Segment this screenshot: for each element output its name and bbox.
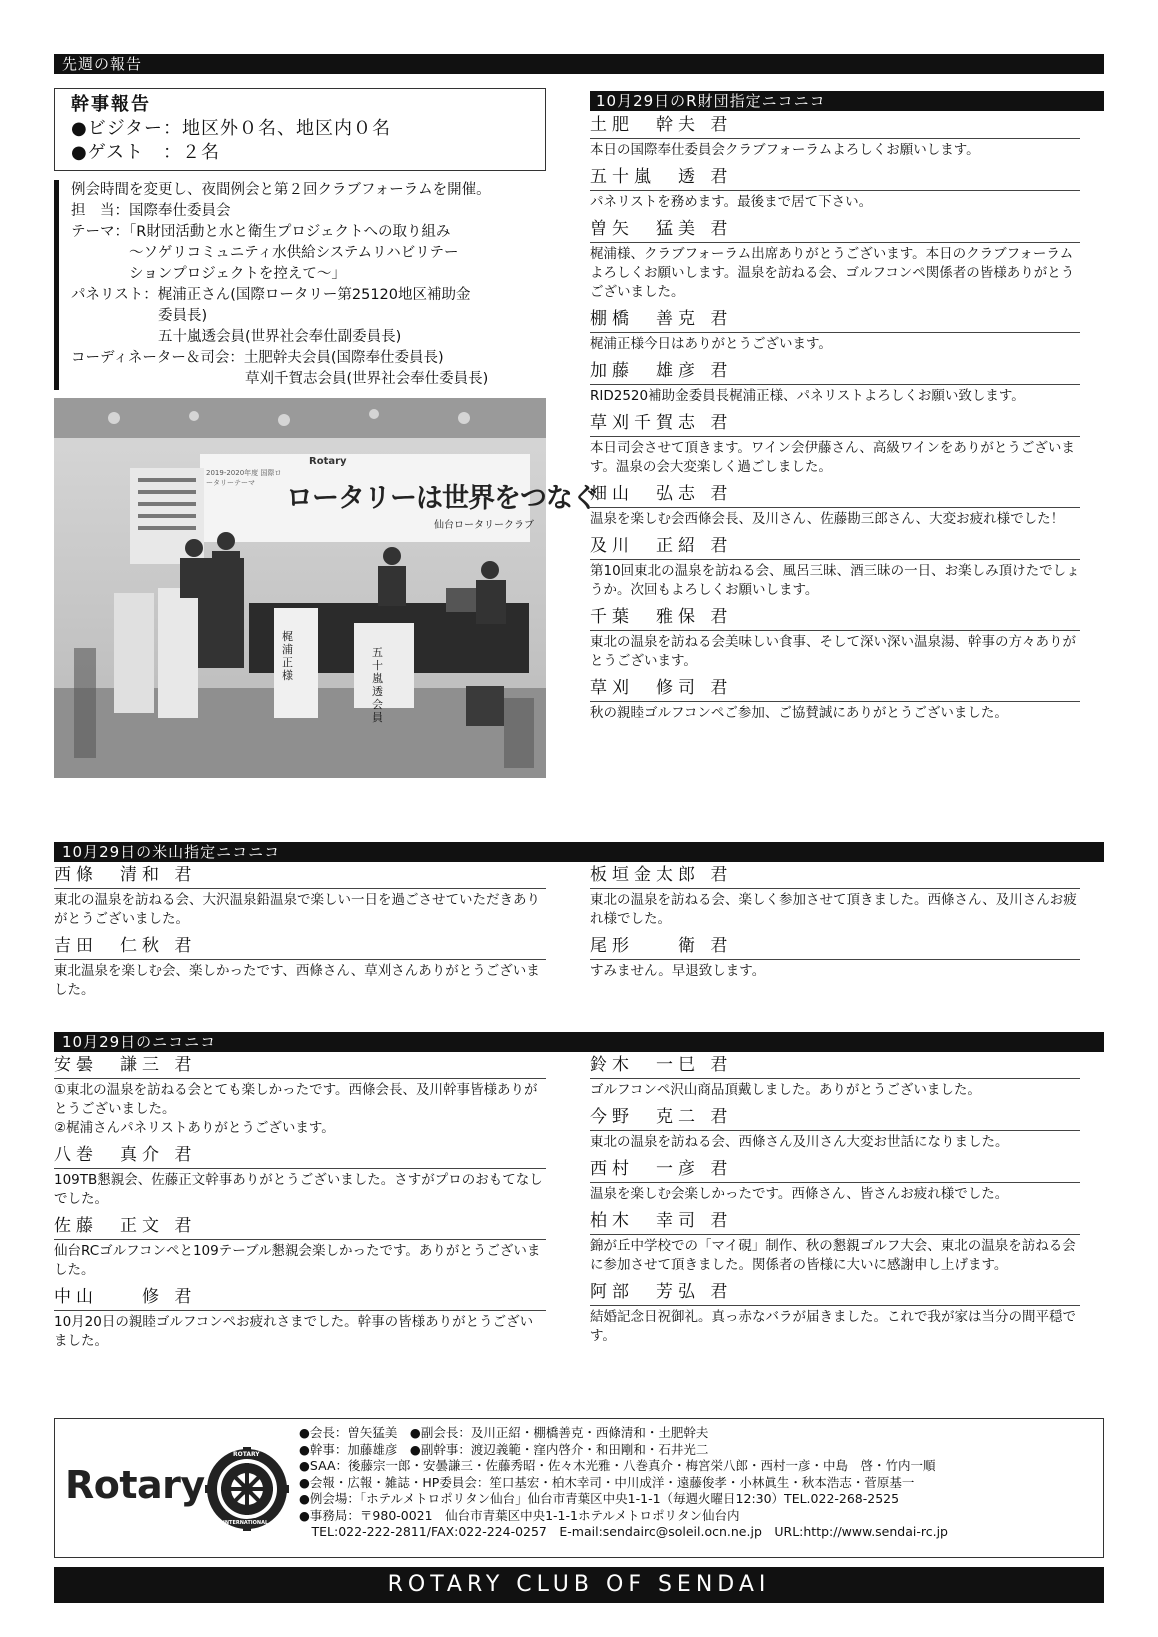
forum-photo-illustration: [54, 398, 546, 778]
forum-line: ～ソゲリコミュニティ水供給システムリハビリテー: [71, 245, 459, 261]
member-name: 曽矢 猛美 君: [590, 219, 733, 239]
member-message: ①東北の温泉を訪ねる会とても楽しかったです。西條会長、及川幹事皆様ありがとうございました。 ②梶浦さんパネリストありがとうございます。: [54, 1078, 546, 1138]
club-name-bar: ROTARY CLUB OF SENDAI: [54, 1567, 1104, 1603]
member-message: 梶浦様、クラブフォーラム出席ありがとうございます。本日のクラブフォーラムよろしくお願いします。温泉を訪ねる会、ゴルフコンペ関係者の皆様ありがとうございました。: [590, 242, 1080, 302]
emblem-text-top: ROTARY: [233, 1451, 260, 1458]
member-name: 草刈千賀志 君: [590, 413, 733, 433]
member-message: すみません。早退致します。: [590, 959, 1080, 981]
member-name: 板垣金太郎 君: [590, 865, 733, 885]
forum-line: 草刈千賀志会員(世界社会奉仕委員長): [71, 371, 489, 387]
member-message: 第10回東北の温泉を訪ねる会、風呂三昧、酒三昧の一日、お楽しみ頂けたでしょうか。次回もよろしくお願いします。: [590, 559, 1080, 600]
list-item: [590, 535, 1080, 600]
list-item: [590, 166, 1080, 212]
footer-line: ●会報・広報・雑誌・HP委員会：笙口基宏・柏木幸司・中川成洋・遠藤俊孝・小林眞生・秋本浩志・菅原基一: [299, 1474, 915, 1490]
forum-photo: [54, 398, 598, 778]
member-name: 草刈 修司 君: [590, 678, 733, 698]
member-name: 千葉 雅保 君: [590, 607, 733, 627]
placard-kajiura: 梶浦 正 様: [282, 630, 293, 682]
forum-line: 担 当：国際奉仕委員会: [71, 203, 231, 219]
member-name: 五十嵐 透 君: [590, 167, 733, 187]
list-item: [54, 864, 546, 929]
nikoniko-right: [590, 1054, 1080, 1352]
visitor-count: ●ビジター：地区外０名、地区内０名: [71, 118, 391, 139]
footer-line: ●SAA：後藤宗一郎・安曇謙三・佐藤秀昭・佐々木光雅・八巻真介・梅宮栄八郎・西村一彦・中島 啓・竹内一順: [299, 1458, 936, 1473]
forum-line: 委員長): [71, 308, 208, 324]
member-name: 畑山 弘志 君: [590, 484, 733, 504]
member-message: 温泉を楽しむ会楽しかったです。西條さん、皆さんお疲れ様でした。: [590, 1182, 1080, 1204]
photo-banner-sub: 仙台ロータリークラブ: [434, 520, 534, 531]
member-name: 中山 修 君: [54, 1287, 197, 1307]
section-bar-yoneyama: 10月29日の米山指定ニコニコ: [54, 842, 1104, 862]
list-item: [590, 1281, 1080, 1346]
list-item: [590, 308, 1080, 354]
secretary-report-title: 幹事報告: [71, 94, 151, 115]
nikoniko-left: [54, 1054, 546, 1357]
list-item: [590, 935, 1080, 981]
member-name: 安曇 謙三 君: [54, 1055, 197, 1075]
member-message: パネリストを務めます。最後まで居て下さい。: [590, 190, 1080, 212]
forum-line: ションプロジェクトを控えて～」: [71, 266, 346, 282]
member-message: 東北の温泉を訪ねる会、大沢温泉鉛温泉で楽しい一日を過ごさせていただきありがとうございました。: [54, 888, 546, 929]
member-name: 加藤 雄彦 君: [590, 361, 733, 381]
footer-line: ●事務局：〒980-0021 仙台市青葉区中央1-1-1ホテルメトロポリタン仙台内: [299, 1507, 740, 1523]
forum-line: 五十嵐透会員(世界社会奉仕副委員長): [71, 329, 402, 345]
list-item: [590, 606, 1080, 671]
list-item: [590, 864, 1080, 929]
footer-line: ●幹事：加藤雄彦 ●副幹事：渡辺義範・窪内啓介・和田剛和・石井光二: [299, 1441, 709, 1457]
member-message: 錦が丘中学校での「マイ硯」制作、秋の懇親ゴルフ大会、東北の温泉を訪ねる会に参加させて頂きました。関係者の皆様に大いに感謝申し上げます。: [590, 1234, 1080, 1275]
section-bar-nikoniko: 10月29日のニコニコ: [54, 1032, 1104, 1052]
secretary-report-box: [54, 88, 546, 171]
member-name: 阿部 芳弘 君: [590, 1282, 733, 1302]
yoneyama-left: [54, 864, 546, 1006]
list-item: [590, 114, 1080, 160]
rotary-logo-text: Rotary: [65, 1463, 205, 1507]
member-name: 佐藤 正文 君: [54, 1216, 197, 1236]
member-message: ゴルフコンペ沢山商品頂戴しました。ありがとうございました。: [590, 1078, 1080, 1100]
member-name: 鈴木 一巳 君: [590, 1055, 733, 1075]
footer-line: ●会長：曽矢猛美 ●副会長：及川正紹・棚橋善克・西條清和・土肥幹夫: [299, 1425, 709, 1440]
r-foundation-list: [590, 114, 1080, 729]
member-message: 東北温泉を楽しむ会、楽しかったです、西條さん、草刈さんありがとうございました。: [54, 959, 546, 1000]
photo-banner-top: 2019-2020年度 国際ロータリーテーマ: [206, 469, 282, 487]
member-message: 10月20日の親睦ゴルフコンペお疲れさまでした。幹事の皆様ありがとうございました。: [54, 1310, 546, 1351]
list-item: [54, 1054, 546, 1138]
member-name: 及川 正紹 君: [590, 536, 733, 556]
member-message: 東北の温泉を訪ねる会美味しい食事、そして深い深い温泉湯、幹事の方々ありがとうございます。: [590, 630, 1080, 671]
member-message: 本日司会させて頂きます。ワイン会伊藤さん、高級ワインをありがとうございます。温泉の会大変楽しく過ごしました。: [590, 436, 1080, 477]
rotary-wheel-icon: [205, 1447, 289, 1531]
section-bar-last-week: 先週の報告: [54, 54, 1104, 74]
footer-line: TEL:022-222-2811/FAX:022-224-0257 E-mail:sendairc@soleil.ocn.ne.jp URL:http://www.sendai-rc.jp: [299, 1524, 948, 1539]
member-name: 西村 一彦 君: [590, 1159, 733, 1179]
list-item: [590, 1210, 1080, 1275]
member-message: 109TB懇親会、佐藤正文幹事ありがとうございました。さすがプロのおもてなしでした。: [54, 1168, 546, 1209]
forum-line: コーディネーター＆司会：土肥幹夫会員(国際奉仕委員長): [71, 350, 444, 366]
placard-igarashi: 五十嵐 透会員: [372, 646, 383, 724]
member-message: 秋の親睦ゴルフコンペご参加、ご協賛誠にありがとうございました。: [590, 701, 1080, 723]
list-item: [590, 412, 1080, 477]
member-message: RID2520補助金委員長梶浦正様、パネリストよろしくお願い致します。: [590, 384, 1080, 406]
footer-line: ●例会場：「ホテルメトロポリタン仙台」仙台市青葉区中央1-1-1（毎週火曜日12:30）TEL.022-268-2525: [299, 1491, 900, 1506]
list-item: [590, 1158, 1080, 1204]
list-item: [590, 218, 1080, 302]
club-officers: [299, 1425, 1099, 1541]
list-item: [54, 1144, 546, 1209]
member-name: 棚橋 善克 君: [590, 309, 733, 329]
member-message: 東北の温泉を訪ねる会、楽しく参加させて頂きました。西條さん、及川さんお疲れ様でした。: [590, 888, 1080, 929]
member-name: 西條 清和 君: [54, 865, 197, 885]
list-item: [590, 1106, 1080, 1152]
forum-line: テーマ：「R財団活動と水と衛生プロジェクトへの取り組み: [71, 224, 451, 240]
member-name: 土肥 幹夫 君: [590, 115, 733, 135]
photo-banner-main: ロータリーは世界をつなぐ: [286, 483, 598, 514]
member-name: 今野 克二 君: [590, 1107, 733, 1127]
emblem-text-bottom: INTERNATIONAL: [223, 1520, 269, 1526]
member-message: 結婚記念日祝御礼。真っ赤なバラが届きました。これで我が家は当分の間平穏です。: [590, 1305, 1080, 1346]
member-message: 本日の国際奉仕委員会クラブフォーラムよろしくお願いします。: [590, 138, 1080, 160]
member-message: 梶浦正様今日はありがとうございます。: [590, 332, 1080, 354]
member-name: 八巻 真介 君: [54, 1145, 197, 1165]
list-item: [590, 1054, 1080, 1100]
list-item: [54, 1215, 546, 1280]
forum-line: パネリスト：梶浦正さん(国際ロータリー第25120地区補助金: [71, 287, 471, 303]
list-item: [54, 1286, 546, 1351]
member-message: 東北の温泉を訪ねる会、西條さん及川さん大変お世話になりました。: [590, 1130, 1080, 1152]
member-message: 仙台RCゴルフコンペと109テーブル懇親会楽しかったです。ありがとうございました。: [54, 1239, 546, 1280]
list-item: [590, 677, 1080, 723]
member-name: 尾形 衛 君: [590, 936, 733, 956]
photo-banner-rotary: Rotary: [309, 456, 347, 467]
forum-line: 例会時間を変更し、夜間例会と第２回クラブフォーラムを開催。: [71, 182, 491, 198]
member-name: 柏木 幸司 君: [590, 1211, 733, 1231]
list-item: [54, 935, 546, 1000]
section-bar-r-foundation: 10月29日のR財団指定ニコニコ: [590, 91, 1104, 111]
member-name: 吉田 仁秋 君: [54, 936, 197, 956]
list-item: [590, 360, 1080, 406]
list-item: [590, 483, 1080, 529]
member-message: 温泉を楽しむ会西條会長、及川さん、佐藤勘三郎さん、大変お疲れ様でした！: [590, 507, 1080, 529]
guest-count: ●ゲスト ：２名: [71, 142, 220, 163]
club-info-box: [54, 1418, 1104, 1558]
forum-description: [54, 180, 567, 390]
yoneyama-right: [590, 864, 1080, 987]
